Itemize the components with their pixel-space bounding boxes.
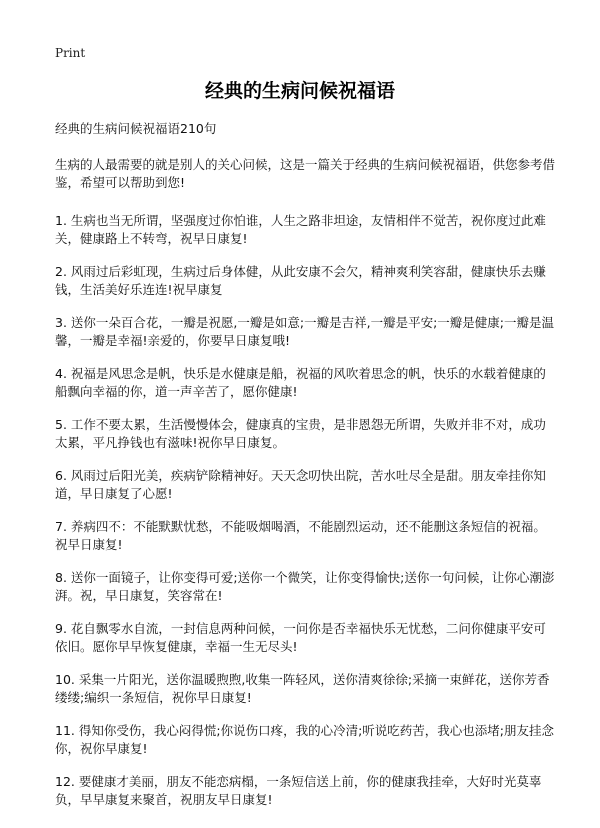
item-text: 花自飘零水自流，一封信息两种问候，一问你是否幸福快乐无忧愁，二问你健康平安可依旧。愿你早早恢复健康，幸福一生无尽头! [55, 621, 546, 654]
list-item [55, 722, 555, 758]
list-item [55, 467, 555, 503]
item-number: 3. [55, 315, 71, 330]
list-item [55, 773, 555, 809]
page-title: 经典的生病问候祝福语 [204, 80, 395, 102]
item-number: 4. [55, 366, 71, 381]
list-item [55, 671, 555, 707]
item-text: 采集一片阳光，送你温暖煦煦,收集一阵轻风，送你清爽徐徐;采摘一束鲜花，送你芳香缕缕;编织一条短信，祝你早日康复! [55, 672, 550, 705]
item-text: 风雨过后彩虹现，生病过后身体健，从此安康不会欠，精神爽利笑容甜，健康快乐去赚钱，生活美好乐连连!祝早康复 [55, 264, 546, 297]
item-text: 送你一朵百合花，一瓣是祝愿,一瓣是如意;一瓣是吉祥,一瓣是平安;一瓣是健康;一瓣是温馨，一瓣是幸福!亲爱的，你要早日康复哦! [55, 315, 554, 348]
item-number: 7. [55, 519, 71, 534]
item-number: 2. [55, 264, 71, 279]
article-body [55, 120, 555, 824]
item-text: 要健康才美丽，朋友不能恋病榻，一条短信送上前，你的健康我挂牵，大好时光莫辜负，早早康复来聚首，祝朋友早日康复! [55, 774, 542, 807]
item-text: 祝福是风思念是帆，快乐是水健康是船，祝福的风吹着思念的帆，快乐的水载着健康的船飘向幸福的你，道一声辛苦了，愿你健康! [55, 366, 546, 399]
list-item [55, 314, 555, 350]
item-text: 生病也当无所谓，坚强度过你怕谁，人生之路非坦途，友情相伴不觉苦，祝你度过此难关，健康路上不转弯，祝早日康复! [55, 213, 546, 246]
list-item [55, 212, 555, 248]
item-text: 得知你受伤，我心闷得慌;你说伤口疼，我的心冷清;听说吃药苦，我心也添堵;朋友挂念你，祝你早康复! [55, 723, 554, 756]
item-number: 5. [55, 417, 71, 432]
item-number: 6. [55, 468, 71, 483]
print-link[interactable]: Print [55, 46, 86, 60]
item-number: 10. [55, 672, 79, 687]
item-text: 养病四不：不能默默忧愁，不能吸烟喝酒，不能剧烈运动，还不能删这条短信的祝福。祝早日康复! [55, 519, 546, 552]
list-item [55, 518, 555, 554]
item-text: 送你一面镜子，让你变得可爱;送你一个微笑，让你变得愉快;送你一句问候，让你心潮澎湃。祝，早日康复，笑容常在! [55, 570, 555, 603]
article-subtitle: 经典的生病问候祝福语210句 [55, 121, 217, 136]
list-item [55, 569, 555, 605]
item-number: 8. [55, 570, 71, 585]
list-item [55, 620, 555, 656]
item-number: 9. [55, 621, 71, 636]
item-number: 11. [55, 723, 79, 738]
list-item [55, 416, 555, 452]
item-number: 12. [55, 774, 79, 789]
intro-paragraph: 生病的人最需要的就是别人的关心问候，这是一篇关于经典的生病问候祝福语，供您参考借鉴，希望可以帮助到您! [55, 157, 556, 190]
item-number: 1. [55, 213, 71, 228]
list-item [55, 365, 555, 401]
list-item [55, 263, 555, 299]
item-text: 风雨过后阳光美，疾病铲除精神好。天天念叨快出院，苦水吐尽全是甜。朋友牵挂你知道，早日康复了心愿! [55, 468, 546, 501]
item-text: 工作不要太累，生活慢慢体会，健康真的宝贵，是非恩怨无所谓，失败并非不对，成功太累，平凡挣钱也有滋味!祝你早日康复。 [55, 417, 546, 450]
